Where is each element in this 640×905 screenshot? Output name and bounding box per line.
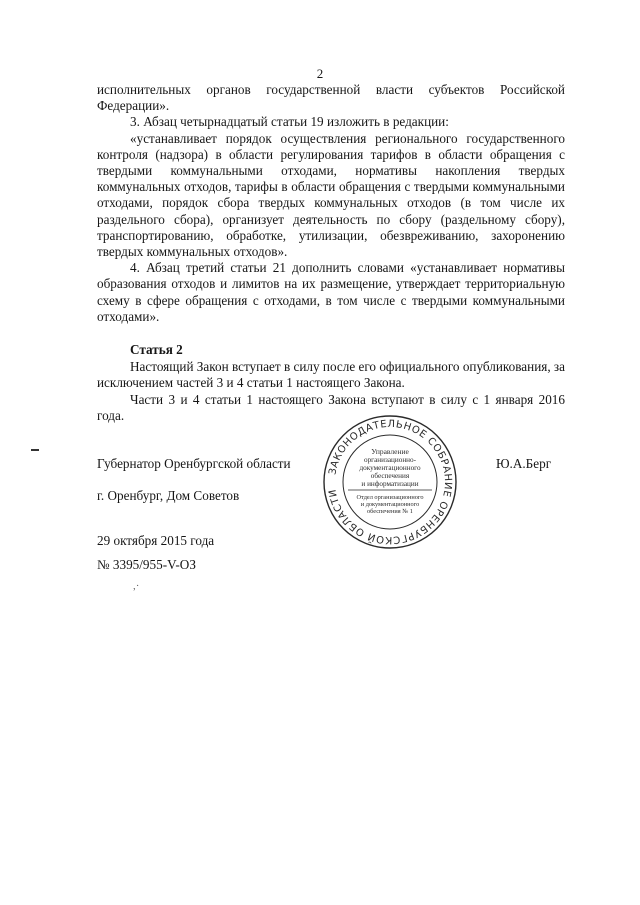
law-number: № 3395/955-V-ОЗ bbox=[97, 557, 196, 572]
paragraph-quote: «устанавливает порядок осуществления регионального государственного контроля (надзора) в области регулирования тарифов в области обращения с твердыми коммунальными отходами, нормативы накопления твердых коммунальных отходов, тарифы в области обращения с твердыми коммунальными отходами, порядок сбора твердых коммунальных отходов (в том числе их раздельного сбора), организует деятельность по сбору (раздельному сбору), транспортированию, обработке, утилизации, обезвреживанию, захоронению твердых коммунальных отходов». bbox=[97, 130, 565, 260]
page-number: 2 bbox=[316, 66, 324, 81]
svg-text:документационного: документационного bbox=[359, 464, 421, 472]
signatory-position: Губернатор Оренбургской области bbox=[97, 456, 291, 471]
margin-mark bbox=[31, 449, 39, 451]
stray-mark: ,· bbox=[133, 580, 140, 592]
paragraph-continuation: исполнительных органов государственной власти субъектов Российской Федерации». bbox=[97, 82, 565, 114]
svg-text:Отдел организационного: Отдел организационного bbox=[356, 494, 424, 501]
svg-text:и документационного: и документационного bbox=[360, 501, 420, 508]
svg-text:обеспечения: обеспечения bbox=[370, 472, 410, 480]
article-2-section bbox=[97, 342, 565, 424]
article-2-paragraph-2: Части 3 и 4 статьи 1 настоящего Закона вступают в силу с 1 января 2016 года. bbox=[97, 391, 565, 423]
amendments-text bbox=[97, 82, 565, 325]
article-2-paragraph-1: Настоящий Закон вступает в силу после его официального опубликования, за исключением частей 3 и 4 статьи 1 настоящего Закона. bbox=[97, 359, 565, 391]
paragraph-item-3: 3. Абзац четырнадцатый статьи 19 изложить в редакции: bbox=[130, 114, 449, 130]
svg-text:ЗАКОНОДАТЕЛЬНОЕ СОБРАНИЕ ОРЕНБ: ЗАКОНОДАТЕЛЬНОЕ СОБРАНИЕ ОРЕНБУРГСКОЙ ОБЛАСТИ bbox=[327, 418, 454, 546]
signatory-name: Ю.А.Берг bbox=[496, 456, 552, 471]
article-2-title: Статья 2 bbox=[130, 342, 183, 357]
paragraph-item-4: 4. Абзац третий статьи 21 дополнить словами «устанавливает нормативы образования отходов и лимитов на их размещение, утверждает территориальную схему в сфере обращения с отходами, в том числе с твердыми коммунальными отходами». bbox=[97, 260, 565, 324]
signing-place: г. Оренбург, Дом Советов bbox=[97, 488, 240, 503]
svg-text:обеспечения № 1: обеспечения № 1 bbox=[367, 508, 413, 515]
signing-date: 29 октября 2015 года bbox=[97, 533, 215, 548]
svg-text:организационно-: организационно- bbox=[363, 456, 417, 464]
svg-text:Управление: Управление bbox=[371, 447, 409, 456]
svg-text:и информатизации: и информатизации bbox=[361, 480, 419, 488]
official-seal bbox=[322, 414, 458, 550]
